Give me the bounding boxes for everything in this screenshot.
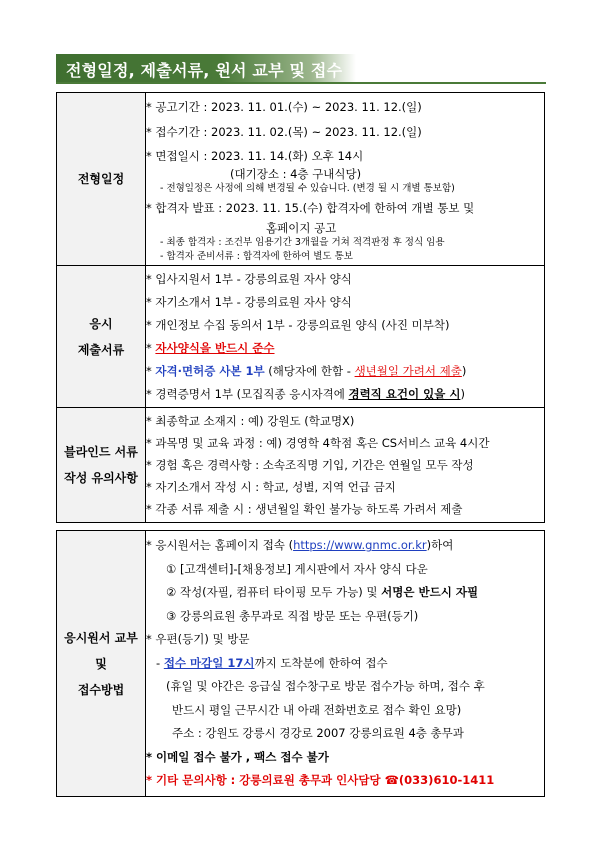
application-header-line1: 응시원서 교부 — [64, 630, 138, 645]
application-header-line2: 및 — [95, 656, 107, 671]
step-1: ① [고객센터]-[채용정보] 게시판에서 자사 양식 다운 — [166, 561, 428, 576]
career-condition: 경력직 요건이 있을 시 — [348, 386, 461, 401]
step-2-signature: 서명은 반드시 자필 — [381, 585, 479, 600]
application-row — [57, 531, 545, 797]
blind-header-line2: 작성 유의사항 — [64, 471, 138, 485]
privacy-consent-item: * 개인정보 수집 동의서 1부 - 강릉의료원 양식 (사진 미부착) — [146, 317, 450, 332]
own-form-bullet: * — [146, 340, 156, 355]
license-item — [146, 360, 544, 383]
receipt-period: * 접수기간 : 2023. 11. 02.(목) ~ 2023. 11. 12.(일) — [146, 125, 422, 139]
required-docs-note: - 합격자 준비서류 : 합격자에 한하여 별도 통보 — [160, 250, 353, 262]
career-text: * 경력증명서 1부 (모집직종 응시자격에 — [146, 386, 349, 401]
cover-letter-item: * 자기소개서 1부 - 강릉의료원 자사 양식 — [146, 294, 352, 309]
notice-period: * 공고기간 : 2023. 11. 01.(수) ~ 2023. 11. 12.(일) — [146, 99, 422, 114]
holiday-note-2: 반드시 평일 근무시간 내 아래 전화번호로 접수 확인 요망) — [172, 702, 462, 717]
homepage-link[interactable]: https://www.gnmc.or.kr — [293, 538, 427, 553]
no-email-fax: * 이메일 접수 불가 , 팩스 접수 불가 — [146, 749, 329, 764]
blind-row — [57, 408, 545, 523]
mail-visit-item: * 우편(등기) 및 방문 — [146, 632, 250, 647]
address-item: 주소 : 강원도 강릉시 경강로 2007 강릉의료원 4층 총무과 — [172, 726, 464, 741]
school-item: * 최종학교 소재지 : 예) 강원도 (학교명X) — [146, 414, 355, 428]
holiday-note-1: (휴일 및 야간은 응급실 접수창구로 방문 접수가능 하며, 접수 후 — [166, 679, 485, 694]
final-hire-note: - 최종 합격자 : 조건부 임용기간 3개월을 거쳐 적격판정 후 정식 임용 — [160, 236, 445, 248]
deadline-item — [146, 652, 544, 676]
deadline-dash: - — [156, 655, 164, 670]
recruitment-table — [56, 92, 545, 523]
blind-body — [146, 408, 545, 523]
step-2-text: ② 작성(자필, 컴퓨터 타이핑 모두 가능) 및 — [166, 585, 382, 600]
step-3: ③ 강릉의료원 총무과로 직접 방문 또는 우편(등기) — [166, 608, 419, 623]
section-title: 전형일정, 제출서류, 원서 교부 및 접수 — [66, 61, 343, 80]
blind-header-line1: 블라인드 서류 — [64, 445, 138, 459]
documents-header-line1: 응시 — [89, 316, 113, 331]
license-dob-note: 생년월일 가려서 제출 — [354, 363, 462, 378]
homepage-suffix: )하여 — [426, 538, 454, 553]
waiting-room: (대기장소 : 4층 구내식당) — [230, 166, 362, 181]
deadline-suffix: 까지 도착분에 한하여 접수 — [254, 655, 388, 670]
career-item — [146, 383, 544, 406]
license-bullet: * — [146, 363, 156, 378]
documents-header-line2: 제출서류 — [77, 342, 125, 357]
submission-item: * 각종 서류 제출 시 : 생년월일 확인 불가능 하도록 가려서 제출 — [146, 502, 463, 516]
application-header-line3: 접수방법 — [77, 682, 125, 697]
section-title-banner — [56, 54, 356, 82]
self-intro-item: * 자기소개서 작성 시 : 학교, 성별, 지역 언급 금지 — [146, 480, 396, 494]
documents-row — [57, 266, 545, 408]
courses-item: * 과목명 및 교육 과정 : 예) 경영학 4학점 혹은 CS서비스 교육 4시간 — [146, 436, 490, 450]
own-form-item — [146, 337, 544, 360]
blind-header — [57, 408, 146, 523]
career-end: ) — [460, 386, 465, 401]
own-form-notice: 자사양식을 반드시 준수 — [155, 340, 275, 355]
license-mid: (해당자에 한함 - — [264, 363, 355, 378]
application-body — [146, 531, 545, 797]
experience-item: * 경험 혹은 경력사항 : 소속조직명 기입, 기간은 연월일 모두 작성 — [146, 458, 474, 472]
documents-header — [57, 266, 146, 408]
interview-time: * 면접일시 : 2023. 11. 14.(화) 오후 14시 — [146, 148, 364, 163]
application-table — [56, 530, 545, 797]
contact-info: * 기타 문의사항 : 강릉의료원 총무과 인사담당 ☎(033)610-1411 — [146, 773, 495, 788]
title-underline — [56, 82, 546, 84]
schedule-header — [57, 93, 146, 266]
result-announcement-cont: 홈페이지 공고 — [266, 220, 337, 235]
license-end: ) — [461, 363, 467, 378]
homepage-text: * 응시원서는 홈페이지 접속 ( — [146, 538, 294, 553]
homepage-item — [146, 534, 544, 558]
schedule-change-note: - 전형일정은 사정에 의해 변경될 수 있습니다. (변경 될 시 개별 통보함) — [160, 182, 455, 194]
deadline-time: 접수 마감일 17시 — [163, 655, 255, 670]
result-announcement: * 합격자 발표 : 2023. 11. 15.(수) 합격자에 한하여 개별 통보 및 — [146, 200, 475, 215]
schedule-header-label: 전형일정 — [77, 172, 125, 186]
schedule-row — [57, 93, 545, 266]
schedule-body — [146, 93, 545, 266]
application-form-item: * 입사지원서 1부 - 강릉의료원 자사 양식 — [146, 271, 352, 286]
documents-body — [146, 266, 545, 408]
step-2 — [146, 581, 544, 605]
application-header — [57, 531, 146, 797]
license-copy: 자격·면허증 사본 1부 — [155, 363, 265, 378]
